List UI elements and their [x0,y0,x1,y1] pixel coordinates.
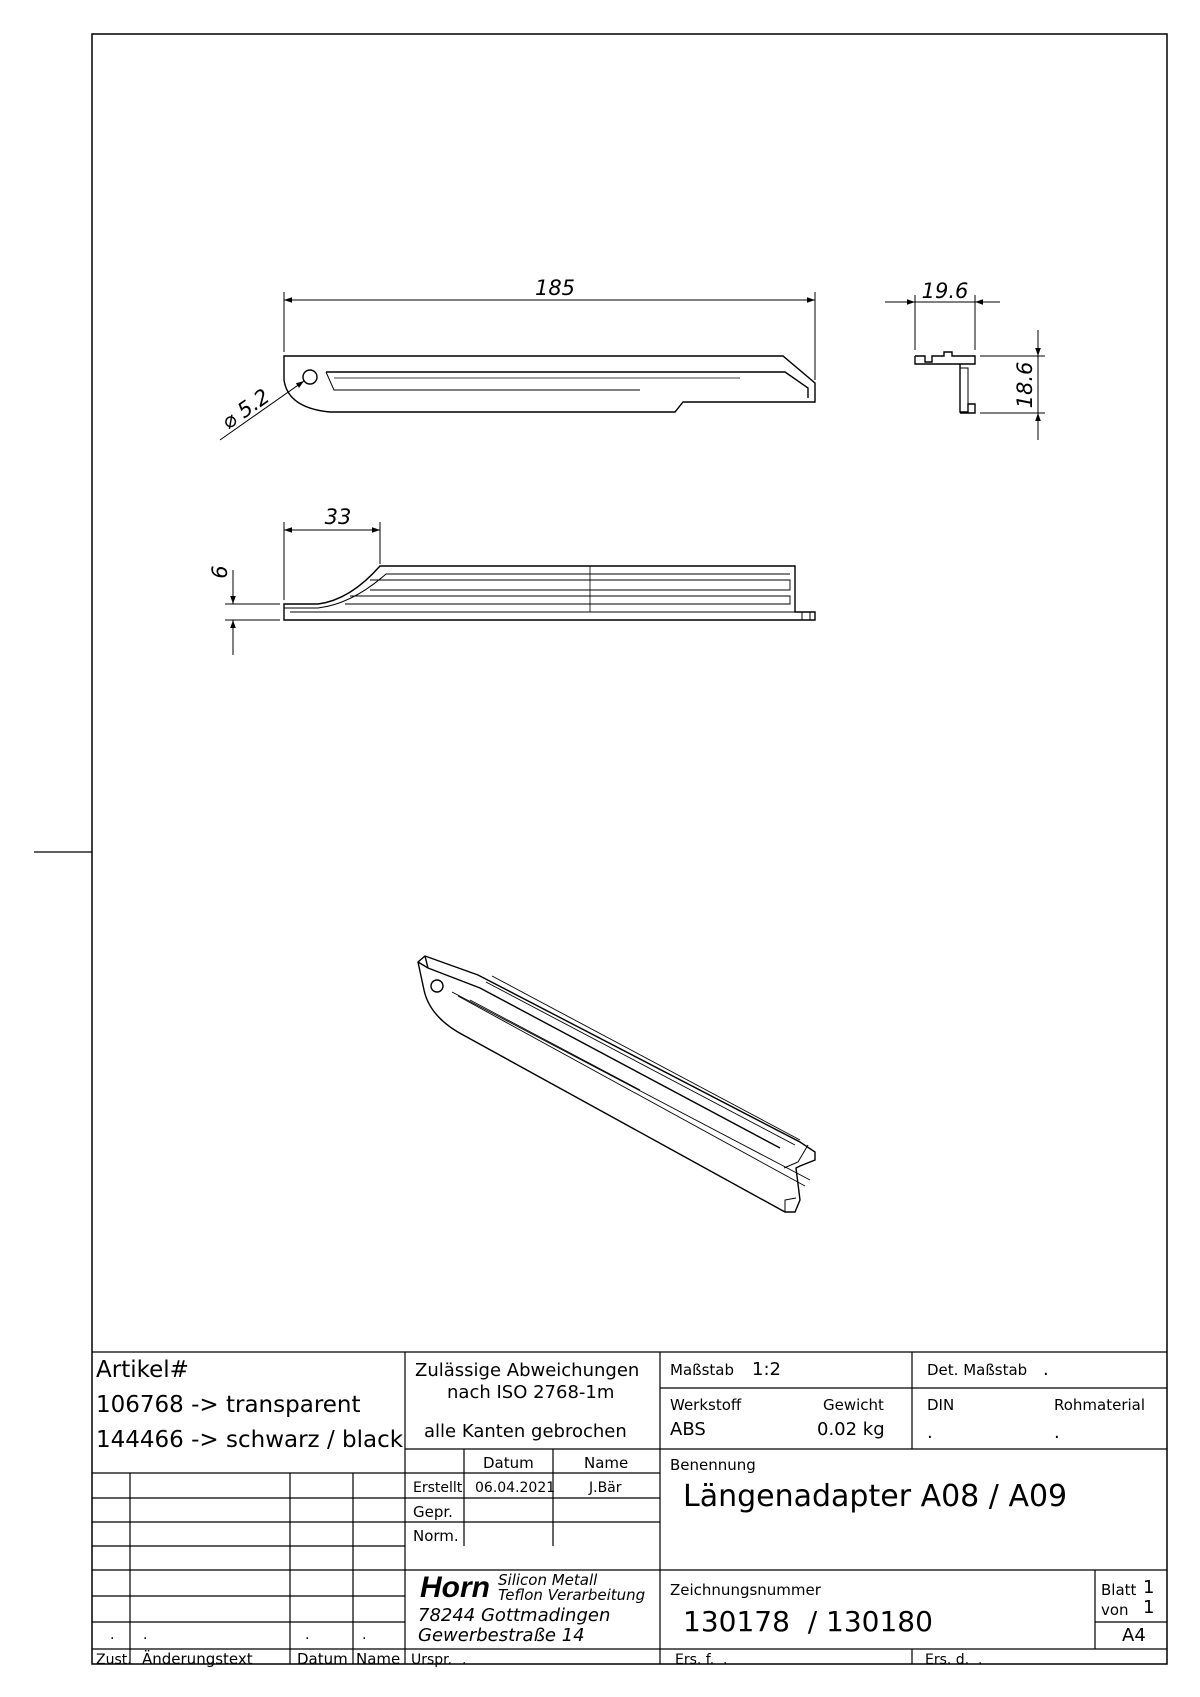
din-value: . [927,1422,933,1443]
front-view [284,356,815,412]
rohmaterial-value: . [1054,1422,1060,1443]
rohmaterial-label: Rohmaterial [1054,1396,1146,1414]
company-logo: Horn [420,1571,490,1604]
tolerance-line-3: alle Kanten gebrochen [424,1421,627,1442]
side-view [915,352,975,413]
gewicht-label: Gewicht [823,1396,884,1414]
norm-label: Norm. [413,1527,459,1545]
dimension-thickness-label: 6 [208,565,232,579]
dimension-width-label: 19.6 [921,279,969,303]
rev-dot-2: . [143,1627,148,1643]
company-address-1: 78244 Gottmadingen [418,1605,611,1626]
company-tagline-1: Silicon Metall [498,1571,598,1589]
det-massstab-label: Det. Maßstab [927,1361,1028,1379]
ersf-value: . [723,1652,728,1668]
ersf-label: Ers. f. [675,1652,715,1668]
sheet-border [92,34,1167,1664]
company-tagline-2: Teflon Verarbeitung [498,1586,646,1604]
dimension-length-label: 185 [534,276,576,300]
artikel-line-transparent: 106768 -> transparent [96,1392,361,1418]
det-massstab-value: . [1043,1359,1049,1380]
rev-dot-1: . [110,1627,115,1643]
name-header: Name [584,1454,629,1472]
von-label: von [1101,1601,1129,1619]
dimension-offset-label: 33 [324,505,352,529]
tolerance-line-1: Zulässige Abweichungen [415,1360,640,1381]
urspr-value: . [462,1652,467,1668]
isometric-view [418,956,815,1212]
massstab-value: 1:2 [752,1359,781,1380]
benennung-value: Längenadapter A08 / A09 [683,1479,1068,1514]
werkstoff-label: Werkstoff [670,1396,742,1414]
blatt-value: 1 [1143,1577,1155,1598]
gepr-label: Gepr. [413,1503,453,1521]
erstellt-label: Erstellt [413,1480,463,1496]
company-address-2: Gewerbestraße 14 [418,1625,585,1646]
dimension-thickness [225,570,280,655]
format-value: A4 [1122,1625,1146,1646]
rev-dot-4: . [362,1627,367,1643]
werkstoff-value: ABS [670,1419,706,1440]
massstab-label: Maßstab [670,1361,734,1379]
blatt-label: Blatt [1101,1581,1137,1599]
ersd-label: Ers. d. [925,1652,970,1668]
ersd-value: . [978,1652,983,1668]
zeichnungsnummer-value: 130178 / 130180 [683,1605,933,1638]
erstellt-datum: 06.04.2021 [475,1480,556,1496]
din-label: DIN [927,1396,955,1414]
tolerance-line-2: nach ISO 2768-1m [447,1382,615,1403]
dimension-offset [284,522,380,600]
zeichnungsnummer-label: Zeichnungsnummer [670,1581,821,1599]
artikel-line-black: 144466 -> schwarz / black [96,1427,404,1453]
rev-dot-3: . [305,1627,310,1643]
datum-header: Datum [483,1454,534,1472]
dimension-height-label: 18.6 [1013,361,1037,409]
rev-name-label: Name [356,1650,401,1668]
von-value: 1 [1143,1597,1155,1618]
aenderungstext-label: Änderungstext [142,1650,253,1668]
dimension-diameter-label: ⌀ 5.2 [217,384,275,435]
gewicht-value: 0.02 kg [817,1419,885,1440]
rev-datum-label: Datum [297,1650,348,1668]
urspr-label: Urspr. [411,1652,453,1668]
artikel-label: Artikel# [96,1357,189,1383]
mounting-hole [303,370,317,384]
benennung-label: Benennung [670,1456,756,1474]
dimension-length [284,292,815,380]
erstellt-name: J.Bär [589,1480,622,1496]
dimension-width [885,295,1000,350]
zust-label: Zust. [96,1652,132,1668]
top-view [284,566,815,620]
